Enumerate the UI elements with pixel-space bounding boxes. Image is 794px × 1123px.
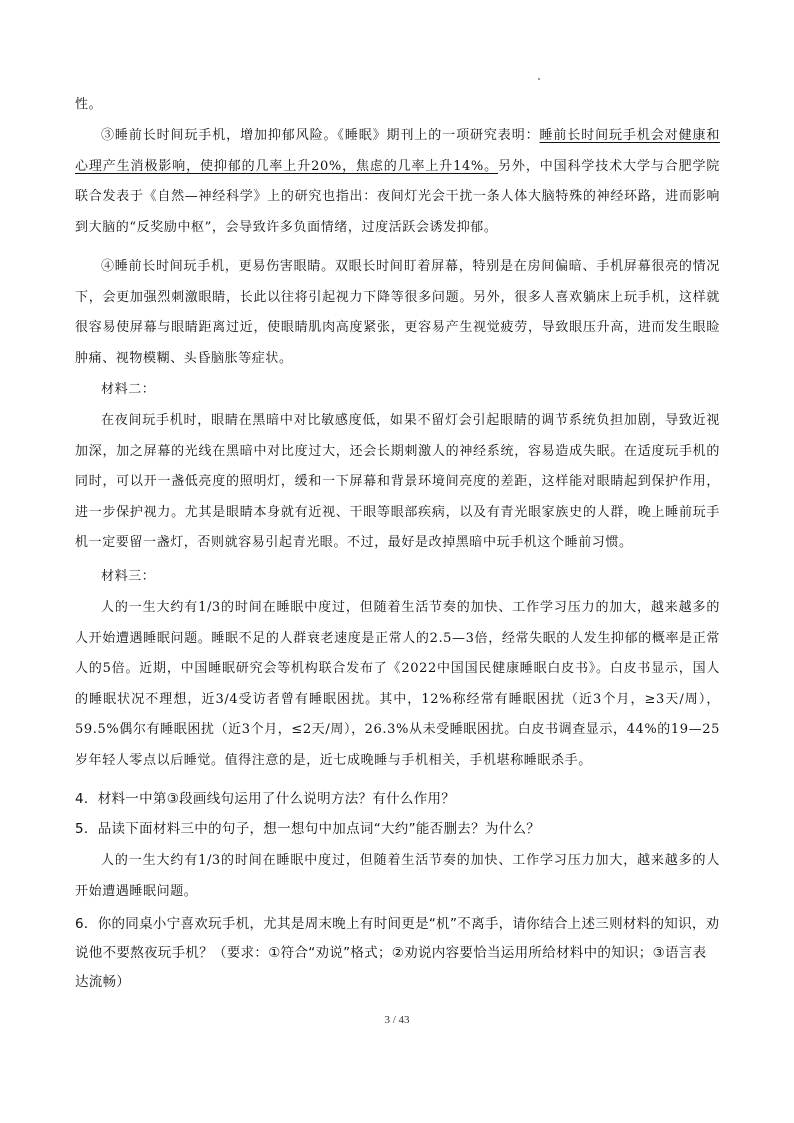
material-3-title: 材料三：	[101, 569, 156, 584]
paragraph-3	[75, 121, 720, 243]
question-5: 5．品读下面材料三中的句子，想一想句中加点词“大约”能否删去？为什么？	[75, 821, 541, 837]
scan-dot	[538, 78, 540, 80]
paragraph-continuation: 性。	[75, 97, 103, 112]
material-2-text: 在夜间玩手机时，眼睛在黑暗中对比敏感度低，如果不留灯会引起眼睛的调节系统负担加剧，导致近视加深，加之屏幕的光线在黑暗中对比度过大，还会长期刺激人的神经系统，容易造成失眠。在适度玩手机的同时，可以开一盏低亮度的照明灯，缓和一下屏幕和背景环境间亮度的差距，这样能对眼睛起到保护作用，进一步保护视力。尤其是眼睛本身就有近视、干眼等眼部疾病，以及有青光眼家族史的人群，晚上睡前玩手机一定要留一盏灯，否则就容易引起青光眼。不过，最好是改掉黑暗中玩手机这个睡前习惯。	[75, 413, 720, 551]
question-5-quote: 人的一生大约有1/3的时间在睡眠中度过，但随着生活节奏的加快、工作学习压力加大，越来越多的人开始遭遇睡眠问题。	[75, 853, 720, 899]
underlined-sentence: 睡前长时间玩手机会对健康和心理产生消极影响，使抑郁的几率上升20%，焦虑的几率上升14%。	[75, 128, 720, 174]
material-2-title: 材料二：	[101, 382, 156, 397]
page-number: 3 / 43	[384, 1014, 410, 1026]
paragraph-3-tail: 另外，中国科学技术大学与合肥学院联合发表于《自然—神经科学》上的研究也指出：夜间灯光会干扰一条人体大脑特殊的神经环路，进而影响到大脑的“反奖励中枢”，会导致许多负面情绪，过度活跃会诱发抑郁。	[75, 158, 720, 235]
question-4: 4．材料一中第③段画线句运用了什么说明方法？有什么作用？	[75, 791, 456, 807]
material-3-text: 人的一生大约有1/3的时间在睡眠中度过，但随着生活节奏的加快、工作学习压力的加大，越来越多的人开始遭遇睡眠问题。睡眠不足的人群衰老速度是正常人的2.5—3倍，经常失眠的人发生抑郁的概率是正常人的5倍。近期，中国睡眠研究会等机构联合发布了《2022中国国民健康睡眠白皮书》。白皮书显示，国人的睡眠状况不理想，近3/4受访者曾有睡眠困扰。其中，12%称经常有睡眠困扰（近3个月，≥3天/周），59.5%偶尔有睡眠困扰（近3个月，≤2天/周），26.3%从未受睡眠困扰。白皮书调查显示，44%的19—25岁年轻人零点以后睡觉。值得注意的是，近七成晚睡与手机相关，手机堪称睡眠杀手。	[75, 600, 720, 768]
paragraph-4: ④睡前长时间玩手机，更易伤害眼睛。双眼长时间盯着屏幕，特别是在房间偏暗、手机屏幕很亮的情况下，会更加强烈刺激眼睛，长此以往将引起视力下降等很多问题。另外，很多人喜欢躺床上玩手机，这样就很容易使屏幕与眼睛距离过近，使眼睛肌肉高度紧张，更容易产生视觉疲劳，导致眼压升高，进而发生眼睑肿痛、视物模糊、头昏脑胀等症状。	[75, 259, 720, 366]
paragraph-3-lead: ③睡前长时间玩手机，增加抑郁风险。《睡眠》期刊上的一项研究表明：	[101, 128, 540, 143]
question-6: 6．你的同桌小宁喜欢玩手机，尤其是周末晚上有时间更是“机”不离手，请你结合上述三则材料的知识，劝说他不要熬夜玩手机？（要求：①符合“劝说”格式；②劝说内容要恰当运用所给材料中的知识；③语言表达流畅）	[75, 916, 720, 990]
